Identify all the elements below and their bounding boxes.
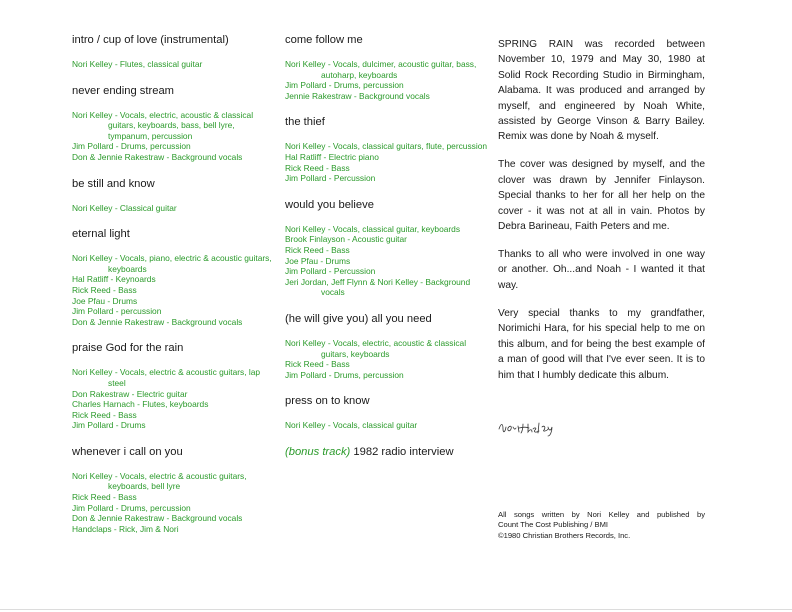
- track-title: praise God for the rain: [72, 342, 184, 355]
- track-tracks_right-0: [285, 33, 490, 101]
- credit-line: Nori Kelley - Vocals, electric & acoustic guitars, keyboards, bell lyre: [72, 470, 247, 492]
- credit-line: Nori Kelley - Vocals, electric, acoustic & classical guitars, keyboards: [285, 337, 467, 359]
- credit-line: Nori Kelley - Classical guitar: [72, 202, 177, 213]
- track-title: press on to know: [285, 395, 370, 408]
- track-title: the thief: [285, 116, 325, 129]
- credit-line: Handclaps - Rick, Jim & Nori: [72, 523, 179, 534]
- track-credits: [285, 59, 490, 101]
- track-tracks_left-4: [72, 341, 277, 431]
- track-credits: [285, 141, 490, 183]
- credit-line: Nori Kelley - Vocals, classical guitar, keyboards: [285, 223, 461, 234]
- liner-notes: [498, 37, 705, 396]
- credit-line: Nori Kelley - Vocals, electric, acoustic & classical guitars, keyboards, bass, bell lyre, tympanum, percussion: [72, 109, 254, 141]
- bonus-track: [285, 445, 490, 459]
- credit-line: Don Rakestraw - Electric guitar: [72, 388, 188, 399]
- notes-paragraph-dedication: Very special thanks to my grandfather, Norimichi Hara, for his special help to me on this album, and for being the best example of a man of good will that I've ever seen. It is to him that I humbly dedicate this album.: [498, 307, 705, 381]
- credit-line: Nori Kelley - Vocals, dulcimer, acoustic guitar, bass, autoharp, keyboards: [285, 59, 477, 80]
- track-title: come follow me: [285, 34, 363, 46]
- bonus-track-label: (bonus track): [285, 445, 351, 458]
- track-title: never ending stream: [72, 84, 174, 97]
- track-credits: [72, 59, 277, 70]
- credit-line: Don & Jennie Rakestraw - Background vocals: [72, 151, 243, 162]
- credit-line: Jim Pollard - Percussion: [285, 173, 376, 184]
- credit-line: Rick Reed - Bass: [72, 492, 137, 503]
- track-tracks_right-1: [285, 115, 490, 183]
- track-tracks_left-3: [72, 227, 277, 327]
- credit-line: Nori Kelley - Flutes, classical guitar: [72, 59, 203, 69]
- track-credits: [72, 203, 277, 214]
- signature-image: [497, 415, 569, 441]
- credit-line: Jim Pollard - Drums, percussion: [285, 80, 404, 91]
- track-credits: [285, 224, 490, 298]
- track-title: whenever i call on you: [72, 445, 183, 458]
- credit-line: Jim Pollard - Drums: [72, 420, 146, 431]
- track-list-right: [285, 33, 490, 459]
- track-credits: [72, 471, 277, 535]
- credit-line: Don & Jennie Rakestraw - Background vocals: [72, 316, 243, 327]
- track-list-left: [72, 33, 277, 548]
- track-tracks_right-4: [285, 394, 490, 431]
- credit-line: Rick Reed - Bass: [72, 284, 137, 295]
- credit-line: Nori Kelley - Vocals, classical guitar: [285, 420, 418, 431]
- track-title: intro / cup of love (instrumental): [72, 34, 229, 46]
- track-tracks_left-5: [72, 445, 277, 535]
- notes-paragraph-recording: SPRING RAIN was recorded between November 10, 1979 and May 30, 1980 at Solid Rock Recording Studio in Birmingham, Alabama. It was produced and arranged by myself, and engineered by Noah White, assisted by George Vinson & Barry Bailey. Remix was done by Noah & myself.: [498, 39, 705, 143]
- page-bottom-rule: [0, 609, 792, 610]
- footer-copyright-line: ©1980 Christian Brothers Records, Inc.: [498, 530, 631, 540]
- credit-line: Joe Pfau - Drums: [285, 255, 351, 266]
- track-list-right-items: [285, 33, 490, 431]
- track-tracks_left-0: [72, 33, 277, 70]
- credit-line: Jim Pollard - Drums, percussion: [72, 141, 191, 152]
- credit-line: Hal Ratliff - Keynoards: [72, 274, 156, 285]
- track-tracks_right-3: [285, 312, 490, 380]
- notes-paragraph-thanks: Thanks to all who were involved in one way or another. Oh...and Noah - I wanted it that way.: [498, 249, 705, 291]
- track-credits: [285, 420, 490, 431]
- credit-line: Jim Pollard - Drums, percussion: [72, 502, 191, 513]
- credit-line: Jim Pollard - Percussion: [285, 266, 376, 277]
- track-credits: [72, 253, 277, 327]
- footer-publisher-line: Count The Cost Publishing / BMI: [498, 520, 609, 530]
- credit-line: Joe Pfau - Drums: [72, 295, 138, 306]
- credit-line: Brook Finlayson - Acoustic guitar: [285, 234, 407, 245]
- credit-line: Charles Harnach - Flutes, keyboards: [72, 399, 209, 410]
- footer-songwriter-line: All songs written by Nori Kelley and published by: [498, 510, 705, 519]
- track-tracks_left-1: [72, 84, 277, 163]
- track-tracks_left-2: [72, 177, 277, 214]
- bonus-track-text: 1982 radio interview: [350, 445, 454, 458]
- track-title: be still and know: [72, 177, 155, 190]
- credit-line: Jeri Jordan, Jeff Flynn & Nori Kelley - Background vocals: [285, 276, 471, 298]
- credit-line: Rick Reed - Bass: [72, 409, 137, 420]
- track-title: eternal light: [72, 228, 130, 241]
- track-credits: [72, 367, 277, 431]
- track-tracks_right-2: [285, 198, 490, 298]
- track-title: would you believe: [285, 198, 374, 211]
- credit-line: Hal Ratliff - Electric piano: [285, 151, 379, 162]
- credit-line: Rick Reed - Bass: [285, 359, 350, 370]
- credit-line: Don & Jennie Rakestraw - Background vocals: [72, 513, 243, 524]
- track-credits: [72, 110, 277, 163]
- credit-line: Rick Reed - Bass: [285, 244, 350, 255]
- copyright-footer: [498, 510, 705, 541]
- notes-paragraph-cover: The cover was designed by myself, and the clover was drawn by Jennifer Finlayson. Special thanks to her for all her help on the cover - it was not at all in vain. Photos by Debra Barineau, Faith Peters and me.: [498, 159, 705, 233]
- credit-line: Nori Kelley - Vocals, piano, electric & acoustic guitars, keyboards: [72, 253, 272, 274]
- track-title: (he will give you) all you need: [285, 312, 432, 325]
- credit-line: Jennie Rakestraw - Background vocals: [285, 90, 430, 101]
- credit-line: Jim Pollard - percussion: [72, 306, 162, 317]
- credit-line: Nori Kelley - Vocals, electric & acoustic guitars, lap steel: [72, 367, 261, 388]
- credit-line: Jim Pollard - Drums, percussion: [285, 369, 404, 380]
- credit-line: Nori Kelley - Vocals, classical guitars, flute, percussion: [285, 141, 488, 152]
- credit-line: Rick Reed - Bass: [285, 162, 350, 173]
- track-credits: [285, 338, 490, 380]
